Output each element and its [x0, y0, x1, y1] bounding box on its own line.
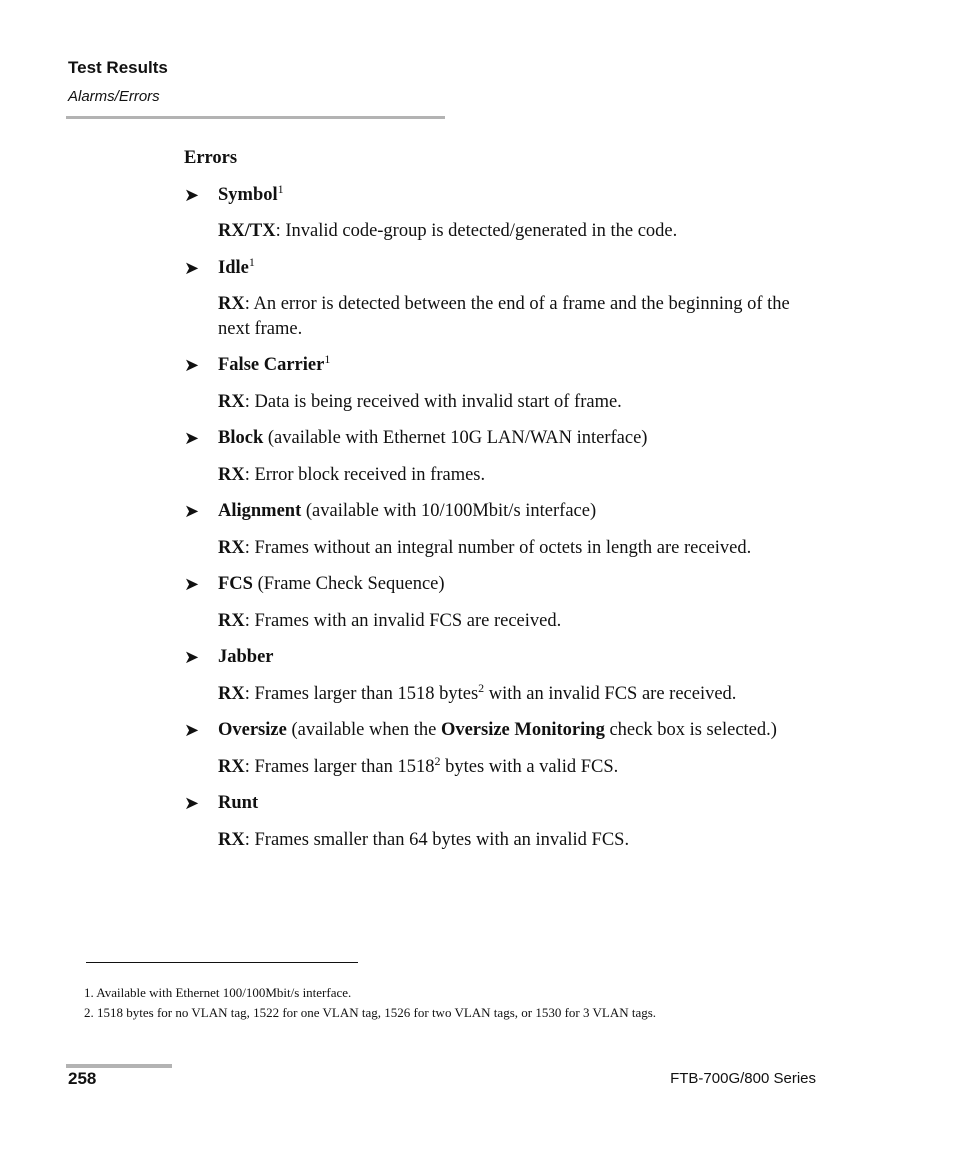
list-item-jabber	[184, 645, 824, 706]
footer-rule	[66, 1064, 172, 1068]
list-item-block	[184, 426, 824, 487]
item-description: : Frames without an integral number of octets in length are received.	[244, 537, 752, 558]
list-item-symbol	[184, 183, 824, 244]
arrow-bullet-icon: ➤	[184, 184, 200, 205]
list-item-runt	[184, 791, 824, 852]
item-term: Oversize	[218, 720, 287, 740]
direction-label: RX	[218, 537, 245, 558]
arrow-bullet-icon: ➤	[184, 720, 200, 740]
direction-label: RX	[218, 829, 245, 850]
item-description-tail: with an invalid FCS are received.	[484, 683, 737, 704]
direction-label: RX	[218, 464, 245, 485]
item-note: (available with 10/100Mbit/s interface)	[301, 501, 597, 521]
arrow-bullet-icon: ➤	[184, 574, 200, 594]
item-term: False Carrier	[218, 355, 325, 375]
list-item-alignment	[184, 499, 824, 560]
arrow-bullet-icon: ➤	[184, 428, 200, 448]
running-header-title: Test Results	[68, 58, 168, 77]
section-title: Errors	[184, 148, 238, 168]
page-number: 258	[68, 1069, 97, 1088]
product-series: FTB-700G/800 Series	[670, 1070, 816, 1087]
item-description: : Invalid code-group is detected/generated in the code.	[275, 221, 678, 241]
item-description: : Frames smaller than 64 bytes with an invalid FCS.	[244, 829, 630, 850]
footnote-rule	[86, 962, 358, 963]
footnote-ref: 1	[248, 254, 255, 269]
item-term: Jabber	[218, 647, 274, 667]
direction-label: RX	[218, 294, 245, 314]
footnotes	[84, 983, 656, 1023]
item-note: (available when the	[286, 720, 441, 740]
list-item-fcs	[184, 572, 824, 633]
footnote-ref: 2	[434, 753, 441, 768]
arrow-bullet-icon: ➤	[184, 647, 200, 667]
footnote-ref: 1	[324, 352, 331, 366]
item-description: : Frames larger than 1518 bytes	[244, 683, 479, 704]
footnote-2: 2. 1518 bytes for no VLAN tag, 1522 for one VLAN tag, 1526 for two VLAN tags, or 1530 for 3 VLAN tags.	[84, 1005, 657, 1020]
footnote-ref: 2	[478, 680, 485, 695]
item-description-tail: bytes with a valid FCS.	[440, 756, 619, 777]
direction-label: RX/TX	[218, 221, 276, 241]
list-item-false-carrier	[184, 353, 824, 414]
item-description: : Frames larger than 1518	[244, 756, 435, 777]
item-term: FCS	[218, 574, 253, 594]
footnote-1: 1. Available with Ethernet 100/100Mbit/s interface.	[84, 985, 352, 1000]
arrow-bullet-icon: ➤	[184, 257, 200, 278]
direction-label: RX	[218, 756, 245, 777]
item-note-emphasis: Oversize Monitoring	[440, 720, 605, 740]
running-header-subtitle: Alarms/Errors	[68, 88, 160, 105]
direction-label: RX	[218, 610, 245, 631]
arrow-bullet-icon: ➤	[184, 501, 200, 521]
item-term: Runt	[218, 793, 259, 813]
footnote-ref: 1	[277, 181, 284, 196]
item-description: : Data is being received with invalid start of frame.	[244, 391, 622, 412]
item-term: Alignment	[218, 501, 302, 521]
header-rule	[66, 116, 445, 119]
item-term: Block	[218, 428, 264, 448]
direction-label: RX	[218, 391, 245, 412]
item-note: (available with Ethernet 10G LAN/WAN interface)	[263, 428, 648, 448]
main-content	[184, 146, 824, 864]
arrow-bullet-icon: ➤	[184, 355, 200, 375]
list-item-idle	[184, 256, 824, 342]
arrow-bullet-icon: ➤	[184, 793, 200, 813]
item-description: : Error block received in frames.	[244, 464, 486, 485]
item-description: : An error is detected between the end of a frame and the beginning of the next frame.	[218, 294, 790, 339]
item-term: Idle	[218, 257, 249, 278]
item-term: Symbol	[218, 184, 278, 205]
direction-label: RX	[218, 683, 245, 704]
list-item-oversize	[184, 718, 824, 779]
item-description: : Frames with an invalid FCS are received.	[244, 610, 562, 631]
item-note: (Frame Check Sequence)	[252, 574, 445, 594]
item-note-tail: check box is selected.)	[604, 720, 777, 740]
